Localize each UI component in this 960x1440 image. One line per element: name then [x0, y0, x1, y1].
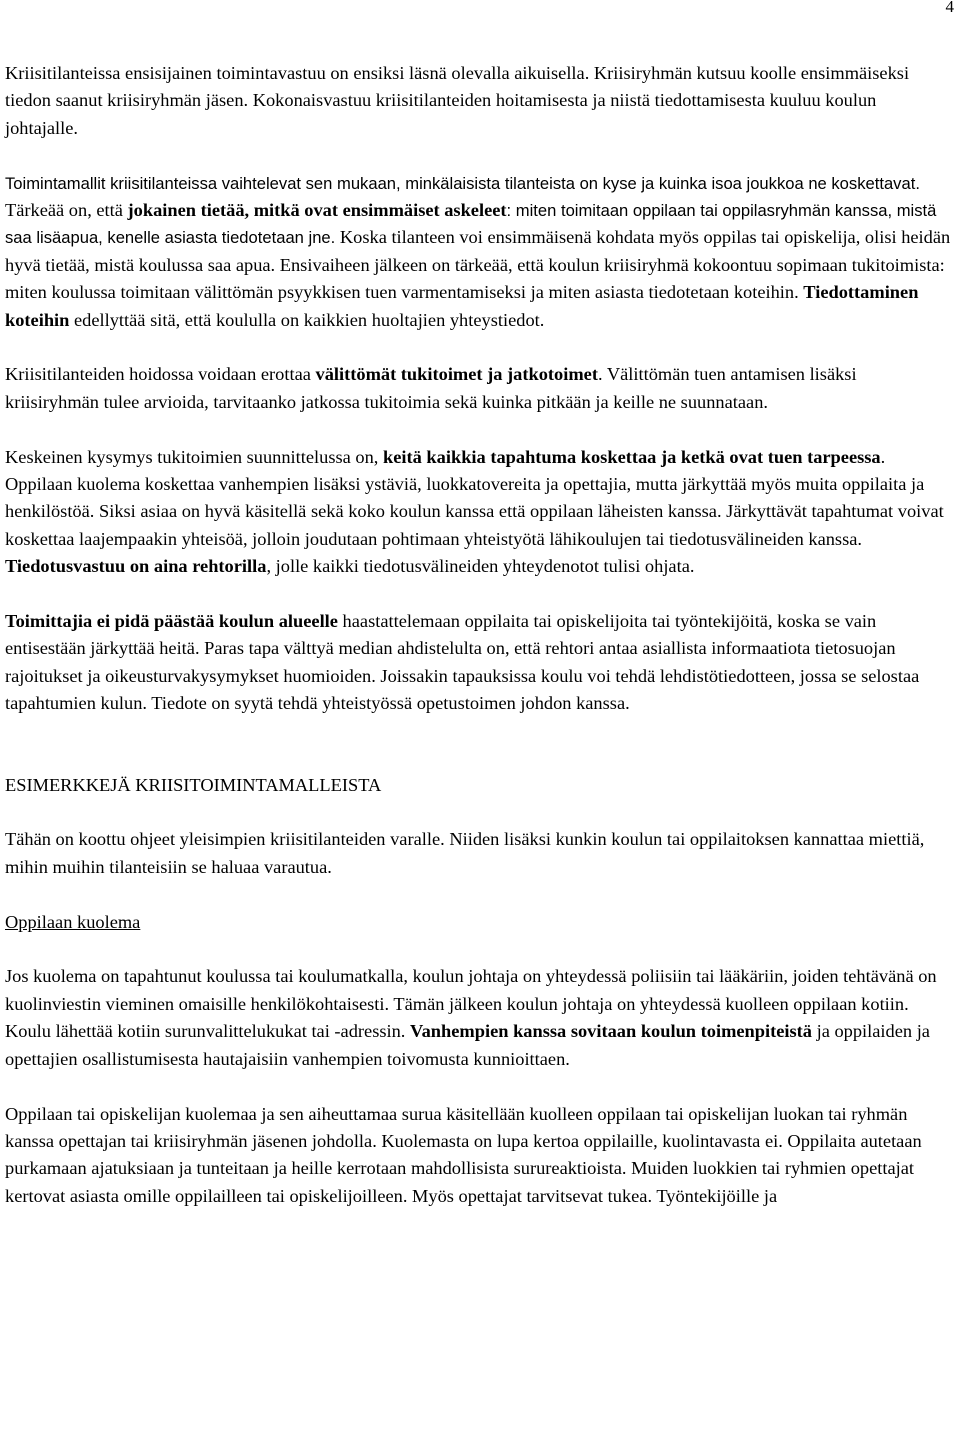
document-body	[5, 60, 953, 1210]
text-segment: Koska tilanteen voi ensimmäisenä kohdata myös oppilas tai opiskelija, olisi heidän hyvä tietää, mistä koulussa saa apua. Ensivaiheen jälkeen on tärkeää, että koulun kriisiryhmä kokoontuu sopimaan tukitoimista: miten koulussa toimitaan välittömän psyykkisen tuen varmentamiseksi ja miten asiasta tiedotetaan koteihin.	[5, 227, 951, 303]
bold-phrase: Tiedottaminen koteihin	[5, 282, 919, 330]
paragraph-grief-handling: Oppilaan tai opiskelijan kuolemaa ja sen aiheuttamaa surua käsitellään kuolleen oppilaan tai opiskelijan luokan tai ryhmän kanssa opettajan tai kriisiryhmän jäsenen johdolla. Kuolemasta on lupa kertoa oppilaille, kuolintavasta ei. Oppilaita autetaan purkamaan ajatuksiaan ja tunteitaan ja heille kerrotaan mahdollisista surureaktioista. Muiden luokkien tai ryhmien opettajat kertovat asiasta omille oppilailleen tai opiskelijoilleen. Myös opettajat tarvitsevat tukea. Työntekijöille ja	[5, 1103, 922, 1206]
subsection-heading: Oppilaan kuolema	[5, 911, 141, 932]
bold-phrase: Vanhempien kanssa sovitaan koulun toimenpiteistä	[410, 1021, 812, 1042]
bold-phrase: Tiedotusvastuu on aina rehtorilla	[5, 556, 267, 577]
section-heading: ESIMERKKEJÄ KRIISITOIMINTAMALLEISTA	[5, 774, 382, 795]
text-segment: , jolle kaikki tiedotusvälineiden yhteydenotot tulisi ohjata.	[266, 556, 695, 577]
text-segment: Kriisitilanteiden hoidossa voidaan erottaa	[5, 364, 316, 385]
bold-phrase: jokainen tietää, mitkä ovat ensimmäiset askeleet	[127, 200, 507, 221]
paragraph-responsibility: Kriisitilanteissa ensisijainen toimintavastuu on ensiksi läsnä olevalla aikuisella. Kriisiryhmän kutsuu koolle ensimmäiseksi tiedon saanut kriisiryhmän jäsen. Kokonaisvastuu kriisitilanteiden hoitamisesta ja niistä tiedottamisesta kuuluu koulun johtajalle.	[5, 63, 910, 138]
page-number: 4	[945, 0, 954, 16]
text-segment: . Välittömän tuen antamisen lisäksi kriisiryhmän tulee arvioida, tarvitaanko jatkossa tukitoimia sekä kuinka pitkään ja keille ne suunnataan.	[5, 364, 857, 412]
paragraph-intro: Tähän on koottu ohjeet yleisimpien kriisitilanteiden varalle. Niiden lisäksi kunkin koulun tai oppilaitoksen kannattaa miettiä, mihin muihin tilanteisiin se haluaa varautua.	[5, 829, 925, 877]
bold-phrase: keitä kaikkia tapahtuma koskettaa ja ketkä ovat tuen tarpeessa	[383, 446, 881, 467]
paragraph-journalists	[5, 608, 953, 718]
text-segment: ja oppilaiden ja opettajien osallistumisesta hautajaisiin vanhempien toivomusta kunnioittaen.	[5, 1021, 930, 1069]
text-segment: edellyttää sitä, että koululla on kaikkien huoltajien yhteystiedot.	[69, 309, 545, 330]
paragraph-key-question	[5, 444, 953, 581]
paragraph-support-measures	[5, 361, 953, 416]
text-segment: Toimintamallit kriisitilanteissa vaihtelevat sen mukaan, minkälaisista tilanteista on kyse ja kuinka isoa joukkoa ne koskettavat.	[5, 173, 920, 193]
text-segment: : miten toimitaan oppilaan tai oppilasryhmän kanssa, mistä saa lisäapua, kenelle asiasta tiedotetaan jne.	[5, 201, 937, 248]
bold-phrase: Toimittajia ei pidä päästää koulun alueelle	[5, 611, 338, 632]
text-segment: haastattelemaan oppilaita tai opiskelijoita tai työntekijöitä, koska se vain entisestään järkyttää heitä. Paras tapa välttyä median ahdistelulta on, että rehtori antaa asiallista informaatiota tietosuojan rajoitukset ja oikeusturvakysymykset huomioiden. Joissakin tapauksissa koulu voi tehdä lehdistötiedotteen, jossa se selostaa tapahtumien kulun. Tiedote on syytä tehdä yhteistyössä opetustoimen johdon kanssa.	[5, 611, 920, 714]
paragraph-student-death	[5, 963, 953, 1073]
paragraph-action-models	[5, 170, 953, 334]
text-segment: Tärkeää on, että	[5, 200, 128, 221]
text-segment: Keskeinen kysymys tukitoimien suunnittelussa on,	[5, 446, 384, 467]
text-segment: Jos kuolema on tapahtunut koulussa tai koulumatkalla, koulun johtaja on yhteydessä poliisiin tai lääkäriin, joiden tehtävänä on kuolinviestin vieminen omaisille henkilökohtaisesti. Tämän jälkeen koulun johtaja on yhteydessä kuolleen oppilaan kotiin. Koulu lähettää kotiin surunvalittelukukat tai -adressin.	[5, 966, 937, 1042]
bold-phrase: välittömät tukitoimet ja jatkotoimet	[315, 364, 598, 385]
text-segment: . Oppilaan kuolema koskettaa vanhempien lisäksi ystäviä, luokkatovereita ja opettajia, mutta järkyttää myös muita oppilaita ja henkilöstöä. Siksi asiaa on hyvä käsitellä sekä koko koulun kanssa että oppilaan läheisten kanssa. Järkyttävät tapahtumat voivat koskettaa laajempaakin yhteisöä, jolloin joudutaan pohtimaan yhteistyötä lähikoulujen tai tiedotusvälineiden kanssa.	[5, 446, 944, 549]
